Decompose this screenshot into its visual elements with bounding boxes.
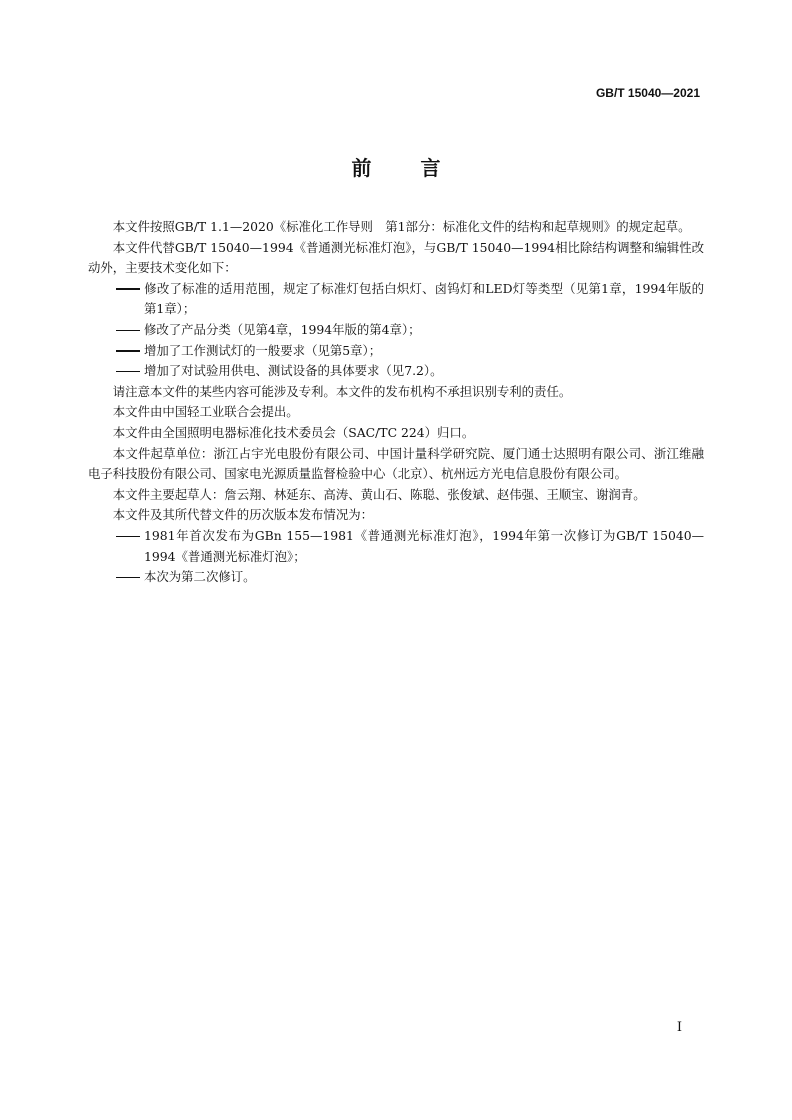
paragraph-drafting-units: 本文件起草单位：浙江占宇光电股份有限公司、中国计量科学研究院、厦门通士达照明有限公司、浙江维融电子科技股份有限公司、国家电光源质量监督检验中心（北京）、杭州远方光电信息股份有限公司。	[88, 445, 704, 482]
page-number: I	[676, 1020, 682, 1035]
change-item-scope	[88, 279, 704, 320]
change-item-general-requirements	[88, 341, 704, 362]
page-title: 前 言	[351, 156, 441, 180]
paragraph-drafters: 本文件主要起草人：詹云翔、林延东、高涛、黄山石、陈聪、张俊斌、赵伟强、王顺宝、谢润青。	[112, 486, 646, 502]
paragraph-patent-notice: 请注意本文件的某些内容可能涉及专利。本文件的发布机构不承担识别专利的责任。	[112, 383, 572, 399]
change-item-test-equipment	[88, 361, 704, 382]
dash-mark	[116, 526, 144, 547]
paragraph-proposed-by: 本文件由中国轻工业联合会提出。	[112, 404, 299, 420]
paragraph-history: 本文件及其所代替文件的历次版本发布情况为：	[112, 507, 373, 523]
paragraph-under-jurisdiction: 本文件由全国照明电器标准化技术委员会（SAC/TC 224）归口。	[112, 424, 475, 440]
change-item-text: 修改了标准的适用范围，规定了标准灯包括白炽灯、卤钨灯和LED灯等类型（见第1章，1994年版的第1章）；	[144, 280, 704, 317]
change-item-classification	[88, 320, 704, 341]
change-item-text: 修改了产品分类（见第4章，1994年版的第4章）；	[144, 321, 421, 337]
dash-mark	[116, 320, 144, 341]
change-item-text: 增加了对试验用供电、测试设备的具体要求（见7.2）。	[144, 363, 443, 379]
change-item-text: 增加了工作测试灯的一般要求（见第5章）；	[144, 342, 382, 358]
dash-mark	[116, 567, 144, 588]
dash-mark	[116, 341, 144, 362]
paragraph-drafting-rules: 本文件按照GB/T 1.1—2020《标准化工作导则 第1部分：标准化文件的结构和起草规则》的规定起草。	[112, 219, 691, 234]
standard-number: GB/T 15040—2021	[595, 86, 700, 100]
foreword-body	[88, 217, 704, 588]
history-item-text: 1981年首次发布为GBn 155—1981《普通测光标准灯泡》，1994年第一次修订为GB/T 15040—1994《普通测光标准灯泡》；	[144, 527, 704, 564]
paragraph-replacement: 本文件代替GB/T 15040—1994《普通测光标准灯泡》，与GB/T 15040—1994相比除结构调整和编辑性改动外，主要技术变化如下：	[88, 239, 704, 276]
history-item-text: 本次为第二次修订。	[144, 569, 256, 585]
history-item-second-revision	[88, 567, 704, 588]
dash-mark	[116, 279, 144, 300]
dash-mark	[116, 361, 144, 382]
history-item-first-release	[88, 526, 704, 567]
